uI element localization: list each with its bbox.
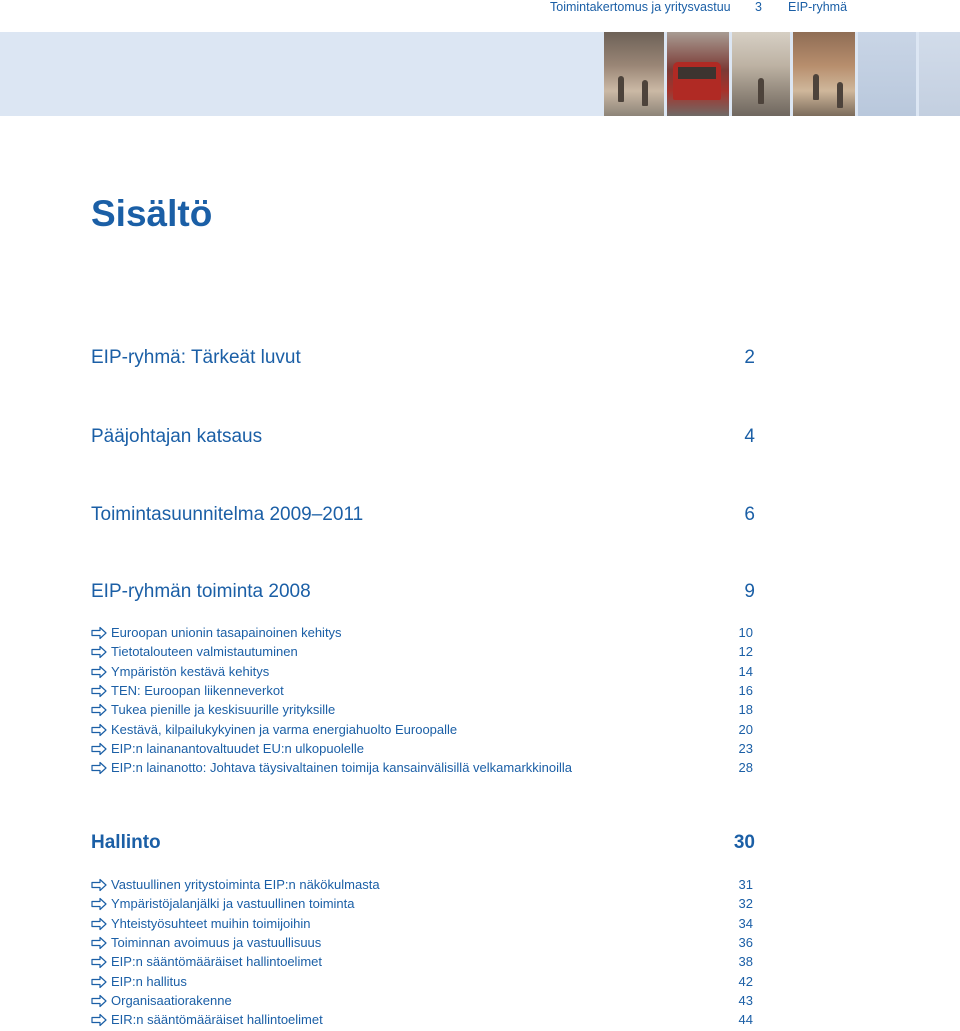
toc-entry-label: EIP:n lainanotto: Johtava täysivaltainen toimija kansainvälisillä velkamarkkinoilla — [111, 760, 573, 776]
toc-entry[interactable] — [91, 974, 753, 993]
toc-section-label: Hallinto — [91, 832, 161, 853]
toc-entry[interactable] — [91, 625, 753, 644]
arrow-right-icon — [91, 917, 107, 931]
toc-entry[interactable] — [91, 877, 753, 896]
arrow-right-icon — [91, 703, 107, 717]
toc-section[interactable] — [91, 832, 755, 858]
toc-entry-page: 34 — [738, 915, 753, 931]
toc-entry-label: Toiminnan avoimuus ja vastuullisuus — [111, 934, 322, 950]
arrow-right-icon — [91, 936, 107, 950]
header-group-name: EIP-ryhmä — [788, 0, 848, 14]
photo-placeholder — [919, 32, 960, 116]
toc-entry-page: 12 — [738, 644, 753, 660]
toc-section[interactable] — [91, 426, 755, 452]
toc-entry-label: Euroopan unionin tasapainoinen kehitys — [111, 625, 342, 640]
arrow-right-icon — [91, 878, 107, 892]
toc-entry-page: 44 — [738, 1012, 753, 1028]
toc-entry-label: EIP:n sääntömääräiset hallintoelimet — [111, 954, 323, 970]
arrow-right-icon — [91, 955, 107, 969]
toc-entry[interactable] — [91, 722, 753, 741]
toc-entry-label: Ympäristöjalanjälki ja vastuullinen toiminta — [111, 896, 355, 912]
toc-section-page: 2 — [744, 347, 755, 368]
toc-entry-page: 43 — [738, 992, 753, 1008]
toc-entry-page: 31 — [738, 877, 753, 892]
page-title: Sisältö — [91, 193, 213, 234]
toc-entry-page: 20 — [738, 721, 753, 737]
arrow-right-icon — [91, 645, 107, 659]
toc-entry[interactable] — [91, 702, 753, 721]
toc-entry-page: 42 — [738, 973, 753, 989]
toc-section[interactable] — [91, 581, 755, 607]
arrow-right-icon — [91, 742, 107, 756]
toc-entry-label: Vastuullinen yritystoiminta EIP:n näkökulmasta — [111, 877, 380, 892]
bus-photo — [667, 32, 729, 116]
toc-entry[interactable] — [91, 683, 753, 702]
arrow-right-icon — [91, 761, 107, 775]
arrow-right-icon — [91, 975, 107, 989]
toc-section-label: EIP-ryhmän toiminta 2008 — [91, 581, 311, 602]
toc-entry[interactable] — [91, 741, 753, 760]
toc-entry-page: 10 — [738, 625, 753, 640]
toc-entry-label: EIR:n sääntömääräiset hallintoelimet — [111, 1012, 323, 1028]
arrow-right-icon — [91, 626, 107, 640]
toc-entry-label: Tietotalouteen valmistautuminen — [111, 644, 298, 660]
header-photo-banner — [0, 32, 960, 116]
toc-entry-label: Ympäristön kestävä kehitys — [111, 663, 270, 679]
toc-section-label: EIP-ryhmä: Tärkeät luvut — [91, 347, 301, 368]
toc-entry[interactable] — [91, 644, 753, 663]
header-report-title: Toimintakertomus ja yritysvastuu — [550, 0, 731, 14]
arrow-right-icon — [91, 897, 107, 911]
header-page-number: 3 — [755, 0, 762, 14]
arrow-right-icon — [91, 1013, 107, 1027]
toc-entry-page: 18 — [738, 702, 753, 718]
street-photo — [604, 32, 664, 116]
toc-entry-page: 32 — [738, 896, 753, 912]
toc-section-label: Toimintasuunnitelma 2009–2011 — [91, 504, 364, 525]
toc-entry[interactable] — [91, 760, 753, 779]
toc-entry-page: 16 — [738, 682, 753, 698]
toc-entry-label: EIP:n hallitus — [111, 973, 187, 989]
toc-entry-label: Yhteistyösuhteet muihin toimijoihin — [111, 915, 311, 931]
toc-entry[interactable] — [91, 954, 753, 973]
cyclist-photo — [793, 32, 855, 116]
toc-entry[interactable] — [91, 916, 753, 935]
toc-entry-page: 38 — [738, 954, 753, 970]
toc-entry-page: 28 — [738, 760, 753, 776]
city-photo — [732, 32, 790, 116]
arrow-right-icon — [91, 665, 107, 679]
toc-section-page: 30 — [733, 832, 755, 853]
toc-entry[interactable] — [91, 664, 753, 683]
arrow-right-icon — [91, 994, 107, 1008]
toc-entry[interactable] — [91, 993, 753, 1012]
toc-entry-label: Tukea pienille ja keskisuurille yrityksille — [111, 702, 336, 718]
toc-section-label: Pääjohtajan katsaus — [91, 426, 263, 447]
toc-section-page: 6 — [744, 504, 755, 525]
arrow-right-icon — [91, 684, 107, 698]
toc-entry[interactable] — [91, 896, 753, 915]
toc-entry-page: 14 — [738, 663, 753, 679]
toc-entry[interactable] — [91, 935, 753, 954]
toc-section-page: 4 — [744, 426, 755, 447]
toc-entry[interactable] — [91, 1012, 753, 1031]
toc-entry-label: TEN: Euroopan liikenneverkot — [111, 682, 284, 698]
toc-entry-label: Kestävä, kilpailukykyinen ja varma energiahuolto Euroopalle — [111, 721, 458, 737]
toc-section[interactable] — [91, 504, 755, 530]
running-header — [0, 0, 960, 16]
photo-placeholder — [858, 32, 916, 116]
toc-entry-label: Organisaatiorakenne — [111, 992, 232, 1008]
toc-entry-label: EIP:n lainanantovaltuudet EU:n ulkopuolelle — [111, 740, 364, 756]
arrow-right-icon — [91, 723, 107, 737]
toc-entry-page: 36 — [738, 934, 753, 950]
toc-entry-page: 23 — [738, 740, 753, 756]
toc-section-page: 9 — [744, 581, 755, 602]
toc-section[interactable] — [91, 347, 755, 373]
